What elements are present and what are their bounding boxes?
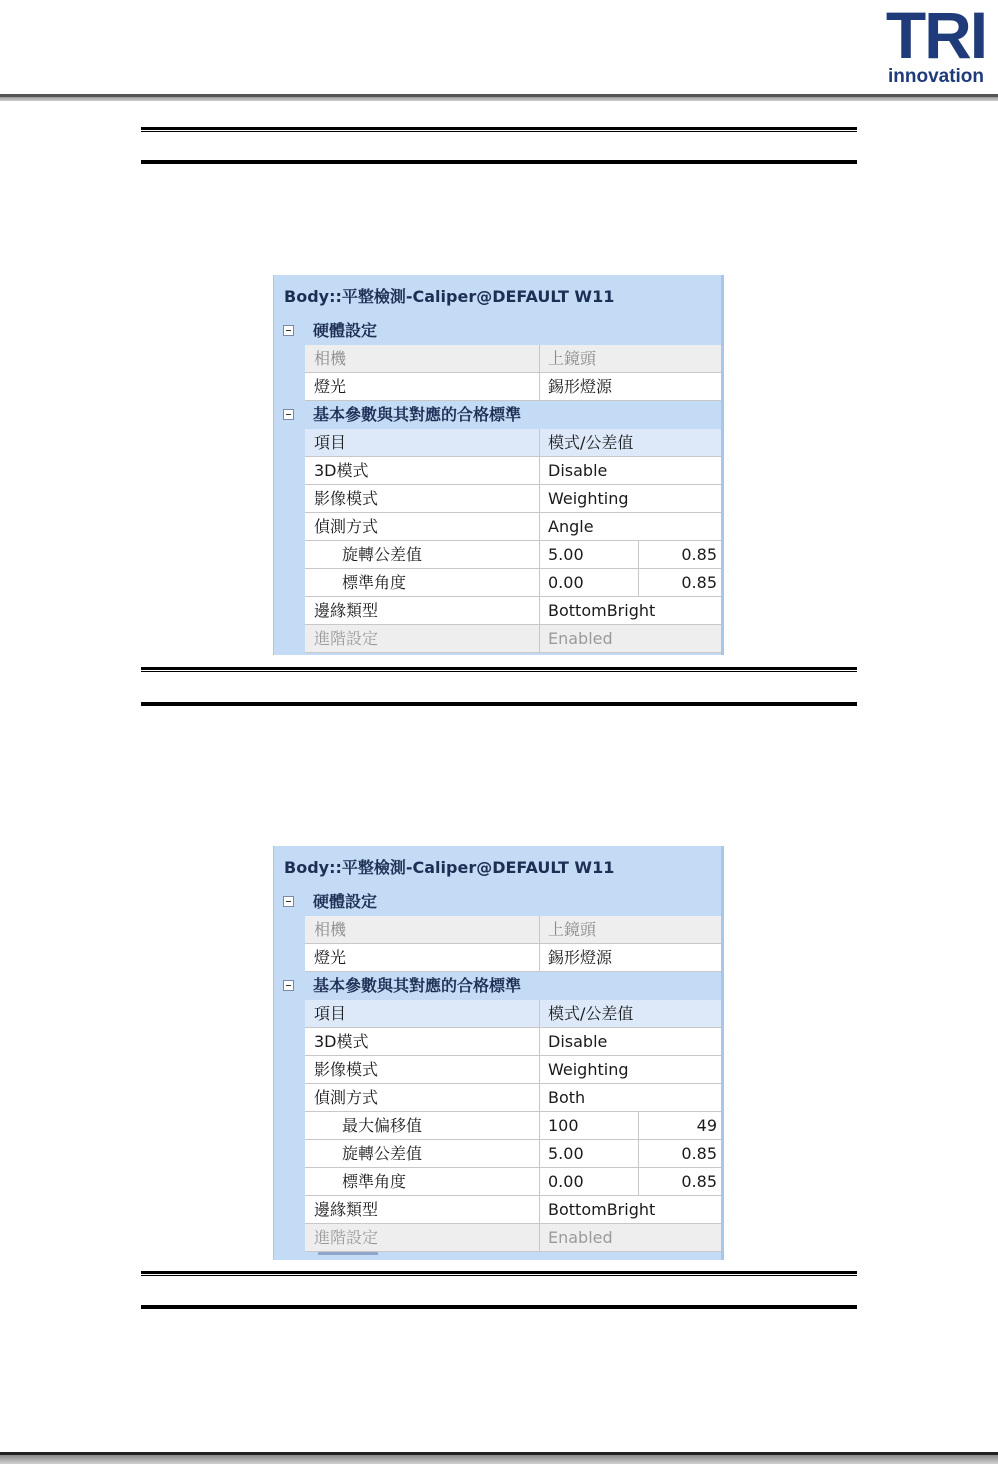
logo-main-text: TRI [885, 0, 987, 72]
property-row-advanced[interactable] [305, 625, 721, 653]
property-value[interactable]: 錫形燈源 [548, 948, 613, 967]
property-header-row [305, 1000, 721, 1028]
property-key: 偵測方式 [305, 1084, 540, 1111]
category-hardware[interactable] [274, 888, 721, 916]
section-rule-bottom [141, 702, 857, 706]
property-key: 3D模式 [305, 1028, 540, 1055]
header-key: 項目 [305, 429, 540, 456]
property-tolerance[interactable]: 0.85 [681, 545, 717, 564]
property-key: 影像模式 [305, 485, 540, 512]
property-grid-panel-2[interactable] [273, 846, 724, 1260]
property-value[interactable]: Both [548, 1088, 586, 1107]
property-value[interactable]: Disable [548, 1032, 608, 1051]
property-row-light[interactable] [305, 373, 721, 401]
property-key: 標準角度 [305, 1168, 540, 1195]
category-label: 基本參數與其對應的合格標準 [313, 976, 522, 995]
property-value[interactable]: Weighting [548, 489, 629, 508]
property-key: 邊緣類型 [305, 1196, 540, 1223]
property-row-detect-method[interactable] [305, 1084, 721, 1112]
header-value: 模式/公差值 [548, 433, 634, 452]
property-key: 邊緣類型 [305, 597, 540, 624]
collapse-icon[interactable] [283, 409, 294, 420]
collapse-icon[interactable] [283, 896, 294, 907]
property-tolerance[interactable]: 0.85 [681, 1144, 717, 1163]
header-value: 模式/公差值 [548, 1004, 634, 1023]
property-row-edge-type[interactable] [305, 597, 721, 625]
property-row-edge-type[interactable] [305, 1196, 721, 1224]
category-label: 基本參數與其對應的合格標準 [313, 405, 522, 424]
property-value[interactable]: Weighting [548, 1060, 629, 1079]
property-row-3d-mode[interactable] [305, 1028, 721, 1056]
section-rule-top [141, 1271, 857, 1276]
property-key: 燈光 [305, 373, 540, 400]
property-key: 進階設定 [305, 1224, 540, 1251]
property-key: 3D模式 [305, 457, 540, 484]
property-value[interactable]: 100 [540, 1112, 639, 1139]
property-key: 旋轉公差值 [305, 1140, 540, 1167]
tri-logo [877, 0, 995, 88]
cropped-row-hint [274, 1252, 721, 1258]
property-row-rotation-tolerance[interactable] [305, 541, 721, 569]
category-label: 硬體設定 [313, 892, 378, 911]
property-value[interactable]: 上鏡頭 [548, 920, 597, 939]
property-grid-panel-1[interactable] [273, 275, 724, 655]
property-key: 影像模式 [305, 1056, 540, 1083]
category-hardware[interactable] [274, 317, 721, 345]
property-header-row [305, 429, 721, 457]
property-key: 標準角度 [305, 569, 540, 596]
property-row-advanced[interactable] [305, 1224, 721, 1252]
property-key: 相機 [305, 916, 540, 943]
panel-title: Body::平整檢測-Caliper@DEFAULT W11 [284, 858, 615, 877]
logo-sub-text: innovation [887, 66, 985, 87]
property-value[interactable]: Enabled [548, 1228, 613, 1247]
property-value[interactable]: BottomBright [548, 1200, 656, 1219]
property-row-rotation-tolerance[interactable] [305, 1140, 721, 1168]
section-rule-top [141, 667, 857, 672]
property-value[interactable]: 上鏡頭 [548, 349, 597, 368]
property-row-image-mode[interactable] [305, 1056, 721, 1084]
property-row-standard-angle[interactable] [305, 569, 721, 597]
property-row-image-mode[interactable] [305, 485, 721, 513]
property-tolerance[interactable]: 0.85 [681, 1172, 717, 1191]
collapse-icon[interactable] [283, 325, 294, 336]
property-value[interactable]: 錫形燈源 [548, 377, 613, 396]
property-key: 最大偏移值 [305, 1112, 540, 1139]
property-row-detect-method[interactable] [305, 513, 721, 541]
section-rule-top [141, 127, 857, 132]
property-value[interactable]: Angle [548, 517, 594, 536]
property-row-standard-angle[interactable] [305, 1168, 721, 1196]
category-params[interactable] [274, 401, 721, 429]
property-value[interactable]: 0.00 [540, 569, 639, 596]
property-row-camera[interactable] [305, 916, 721, 944]
property-row-3d-mode[interactable] [305, 457, 721, 485]
property-row-light[interactable] [305, 944, 721, 972]
property-key: 相機 [305, 345, 540, 372]
property-tolerance[interactable]: 0.85 [681, 573, 717, 592]
panel-title: Body::平整檢測-Caliper@DEFAULT W11 [284, 287, 615, 306]
property-key: 進階設定 [305, 625, 540, 652]
property-value[interactable]: Enabled [548, 629, 613, 648]
property-value[interactable]: 0.00 [540, 1168, 639, 1195]
property-key: 旋轉公差值 [305, 541, 540, 568]
header-divider [0, 94, 998, 101]
category-label: 硬體設定 [313, 321, 378, 340]
category-params[interactable] [274, 972, 721, 1000]
property-value[interactable]: BottomBright [548, 601, 656, 620]
property-key: 偵測方式 [305, 513, 540, 540]
property-row-max-offset[interactable] [305, 1112, 721, 1140]
property-value[interactable]: Disable [548, 461, 608, 480]
property-tolerance[interactable]: 49 [696, 1116, 717, 1135]
property-value[interactable]: 5.00 [540, 541, 639, 568]
collapse-icon[interactable] [283, 980, 294, 991]
header-key: 項目 [305, 1000, 540, 1027]
property-key: 燈光 [305, 944, 540, 971]
footer-divider [0, 1452, 998, 1464]
property-row-camera[interactable] [305, 345, 721, 373]
section-rule-bottom [141, 160, 857, 164]
property-value[interactable]: 5.00 [540, 1140, 639, 1167]
section-rule-bottom [141, 1305, 857, 1309]
